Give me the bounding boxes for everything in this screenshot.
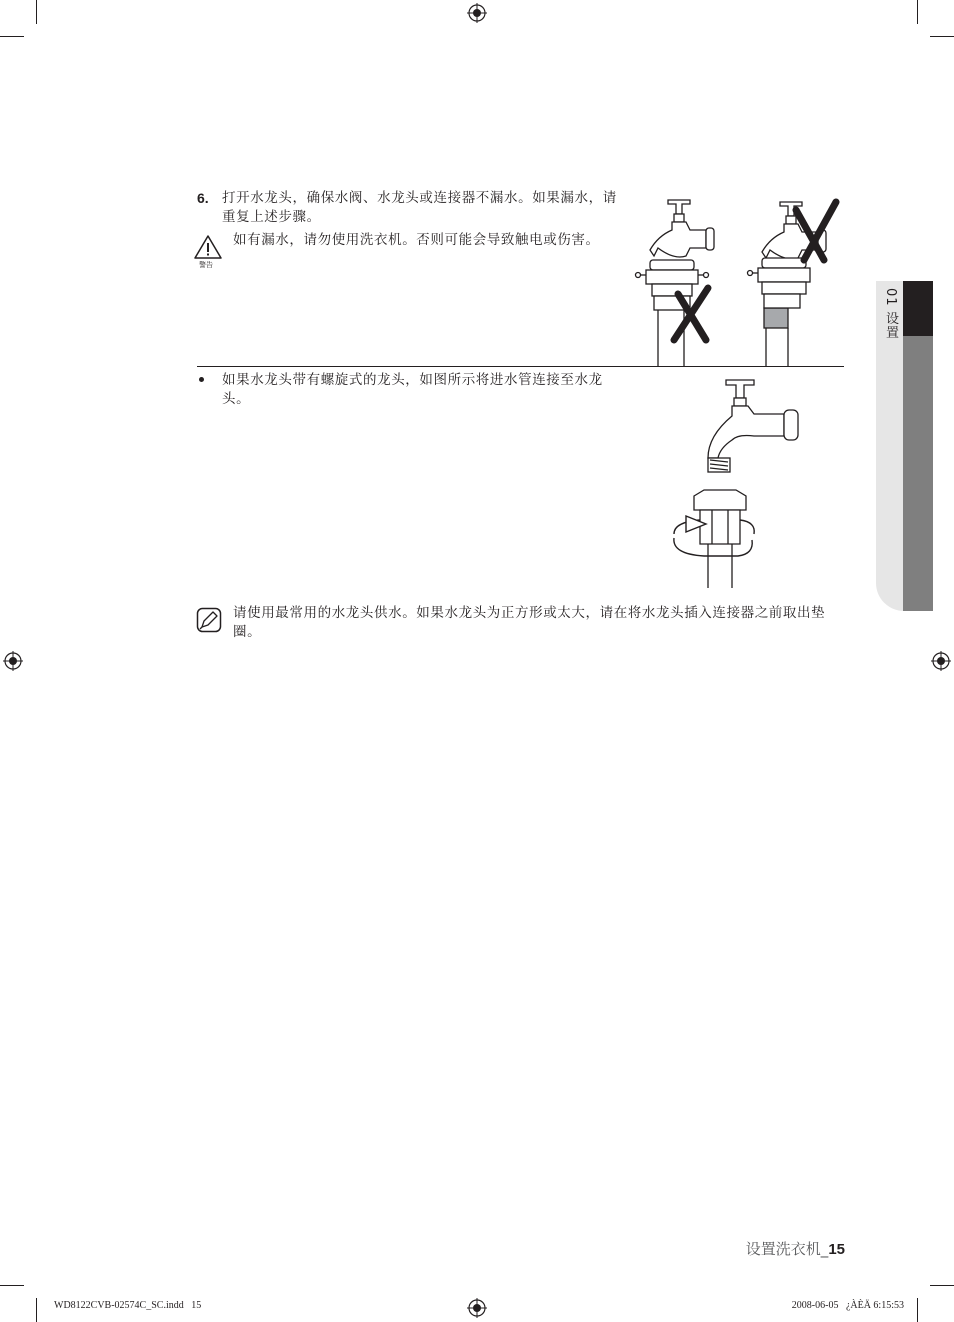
crop-mark bbox=[36, 1298, 37, 1322]
print-slug-timestamp: 2008-06-05 ¿ÀÈÄ 6:15:53 bbox=[791, 1300, 904, 1311]
registration-mark-icon bbox=[467, 3, 487, 23]
side-tab-label: 01 设置 bbox=[883, 288, 898, 340]
page-footer bbox=[700, 1238, 845, 1259]
bullet-dot bbox=[199, 377, 204, 382]
registration-mark-icon bbox=[931, 651, 951, 671]
crop-mark bbox=[917, 1298, 918, 1322]
footer-section: 设置洗衣机_ bbox=[745, 1240, 829, 1258]
crop-mark bbox=[0, 1285, 24, 1286]
registration-mark-icon bbox=[3, 651, 23, 671]
registration-mark-icon bbox=[467, 1298, 487, 1318]
section-divider bbox=[197, 366, 844, 367]
page-number: 15 bbox=[828, 1241, 845, 1258]
crop-mark bbox=[917, 0, 918, 24]
crop-mark bbox=[930, 1285, 954, 1286]
threaded-tap-illustration bbox=[664, 374, 814, 588]
crop-mark bbox=[0, 36, 24, 37]
warning-text: 如有漏水，请勿使用洗衣机。否则可能会导致触电或伤害。 bbox=[233, 232, 600, 248]
step-number: 6. bbox=[197, 190, 209, 206]
warning-icon bbox=[193, 234, 223, 260]
note-text: 请使用最常用的水龙头供水。如果水龙头为正方形或太大，请在将水龙头插入连接器之前取出垫圈。 bbox=[233, 605, 826, 640]
side-tab-strip bbox=[903, 336, 933, 611]
note-icon bbox=[196, 607, 222, 633]
step-text: 打开水龙头，确保水阀、水龙头或连接器不漏水。如果漏水，请重复上述步骤。 bbox=[222, 190, 617, 225]
warning-icon-label: 警告 bbox=[199, 261, 213, 269]
side-tab-marker bbox=[903, 281, 933, 336]
print-slug-file: WD8122CVB-02574C_SC.indd 15 bbox=[54, 1300, 202, 1311]
bullet-text: 如果水龙头带有螺旋式的龙头，如图所示将进水管连接至水龙头。 bbox=[222, 372, 603, 407]
crop-mark bbox=[930, 36, 954, 37]
leaking-tap-illustration bbox=[628, 190, 854, 366]
crop-mark bbox=[36, 0, 37, 24]
